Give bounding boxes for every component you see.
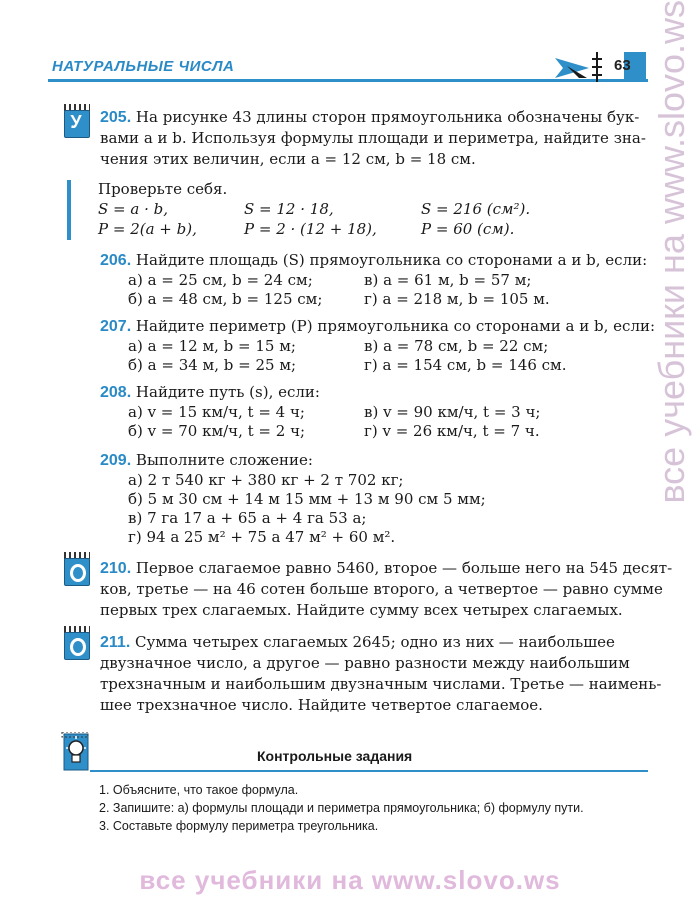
problem-210-line-3: первых трех слагаемых. Найдите сумму всех четырех слагаемых.	[100, 601, 623, 619]
list-item: в) a = 78 см, b = 22 см;	[364, 337, 549, 355]
problem-210-line-2: ков, третье — на 46 сотен больше второго, а четвертое — равно сумме	[100, 580, 663, 598]
list-item: б) a = 48 см, b = 125 см;	[128, 290, 323, 308]
list-item: в) a = 61 м, b = 57 м;	[364, 271, 532, 289]
list-item: а) v = 15 км/ч, t = 4 ч;	[128, 403, 305, 421]
section-title: Контрольные задания	[257, 748, 413, 764]
problem-211-line-2: двузначное число, а другое — равно разности между наибольшим	[100, 654, 630, 672]
problem-number: 207.	[100, 318, 132, 335]
badge-circle-icon	[62, 626, 90, 660]
section-rule	[90, 770, 648, 772]
check-title: Проверьте себя.	[98, 180, 228, 198]
list-item: а) 2 т 540 кг + 380 кг + 2 т 702 кг;	[128, 471, 404, 489]
list-item: б) a = 34 м, b = 25 м;	[128, 356, 297, 374]
problem-211-line-1: 211. Сумма четырех слагаемых 2645; одно из них — наибольшее	[100, 633, 615, 651]
problem-number: 208.	[100, 384, 132, 401]
problem-number: 209.	[100, 452, 132, 469]
page-number: 63	[614, 57, 631, 74]
flag-icon	[553, 54, 593, 82]
list-item: в) 7 га 17 а + 65 а + 4 га 53 а;	[128, 509, 367, 527]
check-formula: S = 12 · 18,	[244, 200, 334, 218]
list-item: 1. Объясните, что такое формула.	[99, 783, 299, 797]
lightbulb-icon	[58, 732, 92, 772]
list-item: б) 5 м 30 см + 14 м 15 мм + 13 м 90 см 5 мм;	[128, 490, 486, 508]
check-formula: P = 2 · (12 + 18),	[244, 220, 377, 238]
problem-205-line-3: чения этих величин, если a = 12 см, b = 18 см.	[100, 150, 476, 168]
problem-number: 211.	[100, 634, 131, 651]
problem-206-intro: 206. Найдите площадь (S) прямоугольника со сторонами a и b, если:	[100, 251, 648, 269]
badge-y-icon: У	[62, 104, 90, 138]
spiral-binding-icon	[591, 52, 603, 82]
problem-209-intro: 209. Выполните сложение:	[100, 451, 313, 469]
check-formula: S = 216 (см²).	[421, 200, 531, 218]
problem-207-intro: 207. Найдите периметр (P) прямоугольника со сторонами a и b, если:	[100, 317, 656, 335]
watermark-vertical: все учебники на www.slovo.ws	[651, 0, 692, 504]
problem-number: 205.	[100, 109, 132, 126]
watermark-bottom: все учебники на www.slovo.ws	[139, 865, 561, 895]
list-item: 2. Запишите: а) формулы площади и периметра прямоугольника; б) формулу пути.	[99, 801, 584, 815]
problem-205-line-2: вами a и b. Используя формулы площади и периметра, найдите зна-	[100, 129, 646, 147]
check-formula: S = a · b,	[98, 200, 168, 218]
problem-211-line-4: шее трехзначное число. Найдите четвертое слагаемое.	[100, 696, 543, 714]
chapter-title: НАТУРАЛЬНЫЕ ЧИСЛА	[52, 58, 235, 75]
list-item: г) 94 а 25 м² + 75 а 47 м² + 60 м².	[128, 528, 396, 546]
list-item: а) a = 25 см, b = 24 см;	[128, 271, 313, 289]
list-item: 3. Составьте формулу периметра треугольника.	[99, 819, 379, 833]
problem-number: 206.	[100, 252, 132, 269]
problem-number: 210.	[100, 560, 132, 577]
problem-211-line-3: трехзначным и наибольшим двузначным числами. Третье — наимень-	[100, 675, 662, 693]
check-formula: P = 2(a + b),	[98, 220, 197, 238]
problem-210-line-1: 210. Первое слагаемое равно 5460, второе — больше него на 545 десят-	[100, 559, 673, 577]
list-item: г) a = 218 м, b = 105 м.	[364, 290, 550, 308]
problem-208-intro: 208. Найдите путь (s), если:	[100, 383, 320, 401]
badge-circle-icon	[62, 552, 90, 586]
list-item: б) v = 70 км/ч, t = 2 ч;	[128, 422, 306, 440]
list-item: а) a = 12 м, b = 15 м;	[128, 337, 296, 355]
list-item: г) a = 154 см, b = 146 см.	[364, 356, 567, 374]
check-marker-bar	[67, 180, 71, 240]
check-formula: P = 60 (см).	[421, 220, 515, 238]
problem-205-line-1: 205. На рисунке 43 длины сторон прямоугольника обозначены бук-	[100, 108, 640, 126]
list-item: в) v = 90 км/ч, t = 3 ч;	[364, 403, 541, 421]
list-item: г) v = 26 км/ч, t = 7 ч.	[364, 422, 540, 440]
